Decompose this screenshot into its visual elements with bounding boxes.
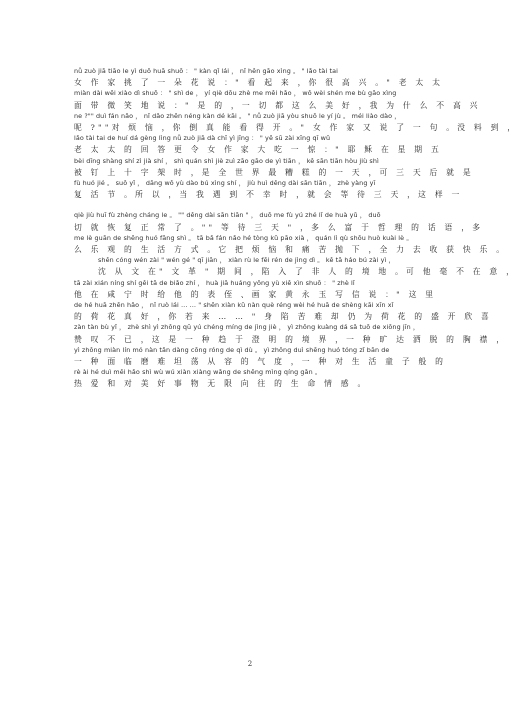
hanzi-line: 女 作 家 挑 了 一 朵 花 说 ：" 看 起 来 ，你 很 高 兴 。" 老 太 太 xyxy=(74,78,444,88)
pinyin-line: zàn tàn bù yǐ ， zhè shì yì zhǒng qū yú chéng míng de jìng jiè ， yì zhǒng kuàng dá sǎ tuō de xiōng jīn ， xyxy=(74,323,420,332)
pinyin-line: yì zhǒng miàn lín mó nàn tǎn dàng cōng róng de qì dù 。 yì zhǒng duì shēng huó tóng zǐ bān de xyxy=(74,345,390,354)
paragraph xyxy=(74,66,518,200)
paragraph-gap xyxy=(74,200,452,210)
paragraph xyxy=(74,210,518,389)
hanzi-line: 他 在 咸 宁 时 给 他 的 表 侄 、画 家 黄 永 玉 写 信 说 ：" 这 里 xyxy=(74,289,437,299)
pinyin-line: bèi dīng shàng shí zì jià shí ， shì quán shì jiè zuì zāo gāo de yì tiān ， kě sān tiān hòu jiù shì xyxy=(74,156,379,165)
hanzi-line: 么 乐 观 的 生 活 方 式 。它 把 烦 恼 和 痛 苦 抛 下 ，全 力 去 收 获 快 乐 。 xyxy=(74,245,508,255)
hanzi-line: 切 就 恢 复 正 常 了 。"" 等 待 三 天 " ，多 么 富 于 哲 理 的 话 语 ，多 xyxy=(74,222,484,232)
page-number: 2 xyxy=(247,660,253,668)
pinyin-line: miàn dài wēi xiào dì shuō ： " shì de ， yí qiè dōu zhè me měi hǎo ， wǒ wèi shén me bù gāo xìng xyxy=(74,89,397,98)
pinyin-line: ne ?"" duì fán nǎo ， nǐ dǎo zhēn néng kàn dé kāi 。 " nǚ zuò jiā yòu shuō le yí jù 。 méi liào dào ， xyxy=(74,111,401,120)
pinyin-line: me lè guān de shēng huó fāng shì 。 tā bǎ fán nǎo hé tòng kǔ pāo xià ， quán lì qù shōu huò kuài lè 。 xyxy=(74,233,413,242)
pinyin-line: tā zài xián níng shí gěi tā de biǎo zhí ， huà jiā huáng yǒng yù xiě xìn shuō ： " zhè lǐ xyxy=(74,278,355,287)
pinyin-line: de hé huā zhēn hǎo ， nǐ ruò lái … … " shēn xiàn kǔ nàn què réng wèi hé huā de shèng kāi xīn xǐ xyxy=(74,301,394,310)
pinyin-line: lǎo tài tai de huí dá gèng lìng nǚ zuò jiā dà chī yì jīng ： " yē sū zài xīng qī wǔ xyxy=(74,134,331,143)
hanzi-line: 被 钉 上 十 字 架 时 ，是 全 世 界 最 糟 糕 的 一 天 ，可 三 天 后 就 是 xyxy=(74,167,474,177)
hanzi-line: 面 带 微 笑 地 说 ：" 是 的 ，一 切 都 这 么 美 好 ，我 为 什 么 不 高 兴 xyxy=(74,100,481,110)
pinyin-line: nǚ zuò jiā tiāo le yì duǒ huā shuō ： " kàn qǐ lái ， nǐ hěn gāo xìng 。 " lǎo tài tai xyxy=(74,67,338,75)
hanzi-line: 热 爱 和 对 美 好 事 物 无 限 向 往 的 生 命 情 感 。 xyxy=(74,379,369,389)
hanzi-line: 的 荷 花 真 好 ，你 若 来 … … " 身 陷 苦 难 却 仍 为 荷 花 的 盛 开 欣 喜 xyxy=(74,312,492,322)
hanzi-line: 复 活 节 。所 以 ，当 我 遇 到 不 幸 时 ，就 会 等 待 三 天 ，这 样 一 xyxy=(74,190,463,200)
hanzi-line: 一 种 面 临 磨 难 坦 荡 从 容 的 气 度 ，一 种 对 生 活 童 子 般 的 xyxy=(74,357,447,367)
pinyin-line: qiè jiù huī fù zhèng cháng le 。 "" děng dài sān tiān " ， duō me fù yú zhé lǐ de huà yǔ ， duō xyxy=(74,211,381,220)
hanzi-line: 呢 ?""对 烦 恼 ，你 倒 真 能 看 得 开 。" 女 作 家 又 说 了 一 句 。没 料 到 ， xyxy=(74,123,518,133)
pinyin-line: shěn cóng wén zài " wén gé " qī jiān ， xiàn rù le fēi rén de jìng dì 。 kě tā háo bú zài yì ， xyxy=(98,256,395,265)
hanzi-line: 老 太 太 的 回 答 更 令 女 作 家 大 吃 一 惊 ：" 耶 稣 在 星 期 五 xyxy=(74,145,442,155)
pinyin-line: fù huó jié 。 suǒ yǐ ， dāng wǒ yù dào bú xìng shí ， jiù huì děng dài sān tiān ， zhè yàng yī xyxy=(74,179,376,188)
document-body xyxy=(74,66,518,390)
pinyin-line: rè ài hé duì měi hǎo shì wù wú xiàn xiàng wǎng de shēng mìng qíng gǎn 。 xyxy=(74,368,322,377)
hanzi-line: 沈 从 文 在" 文 革 " 期 间 ，陷 入 了 非 人 的 境 地 。可 他 毫 不 在 意 ， xyxy=(98,267,518,277)
hanzi-line: 赞 叹 不 已 ，这 是 一 种 趋 于 澄 明 的 境 界 ，一 种 旷 达 洒 脱 的 胸 襟 ， xyxy=(74,334,508,344)
